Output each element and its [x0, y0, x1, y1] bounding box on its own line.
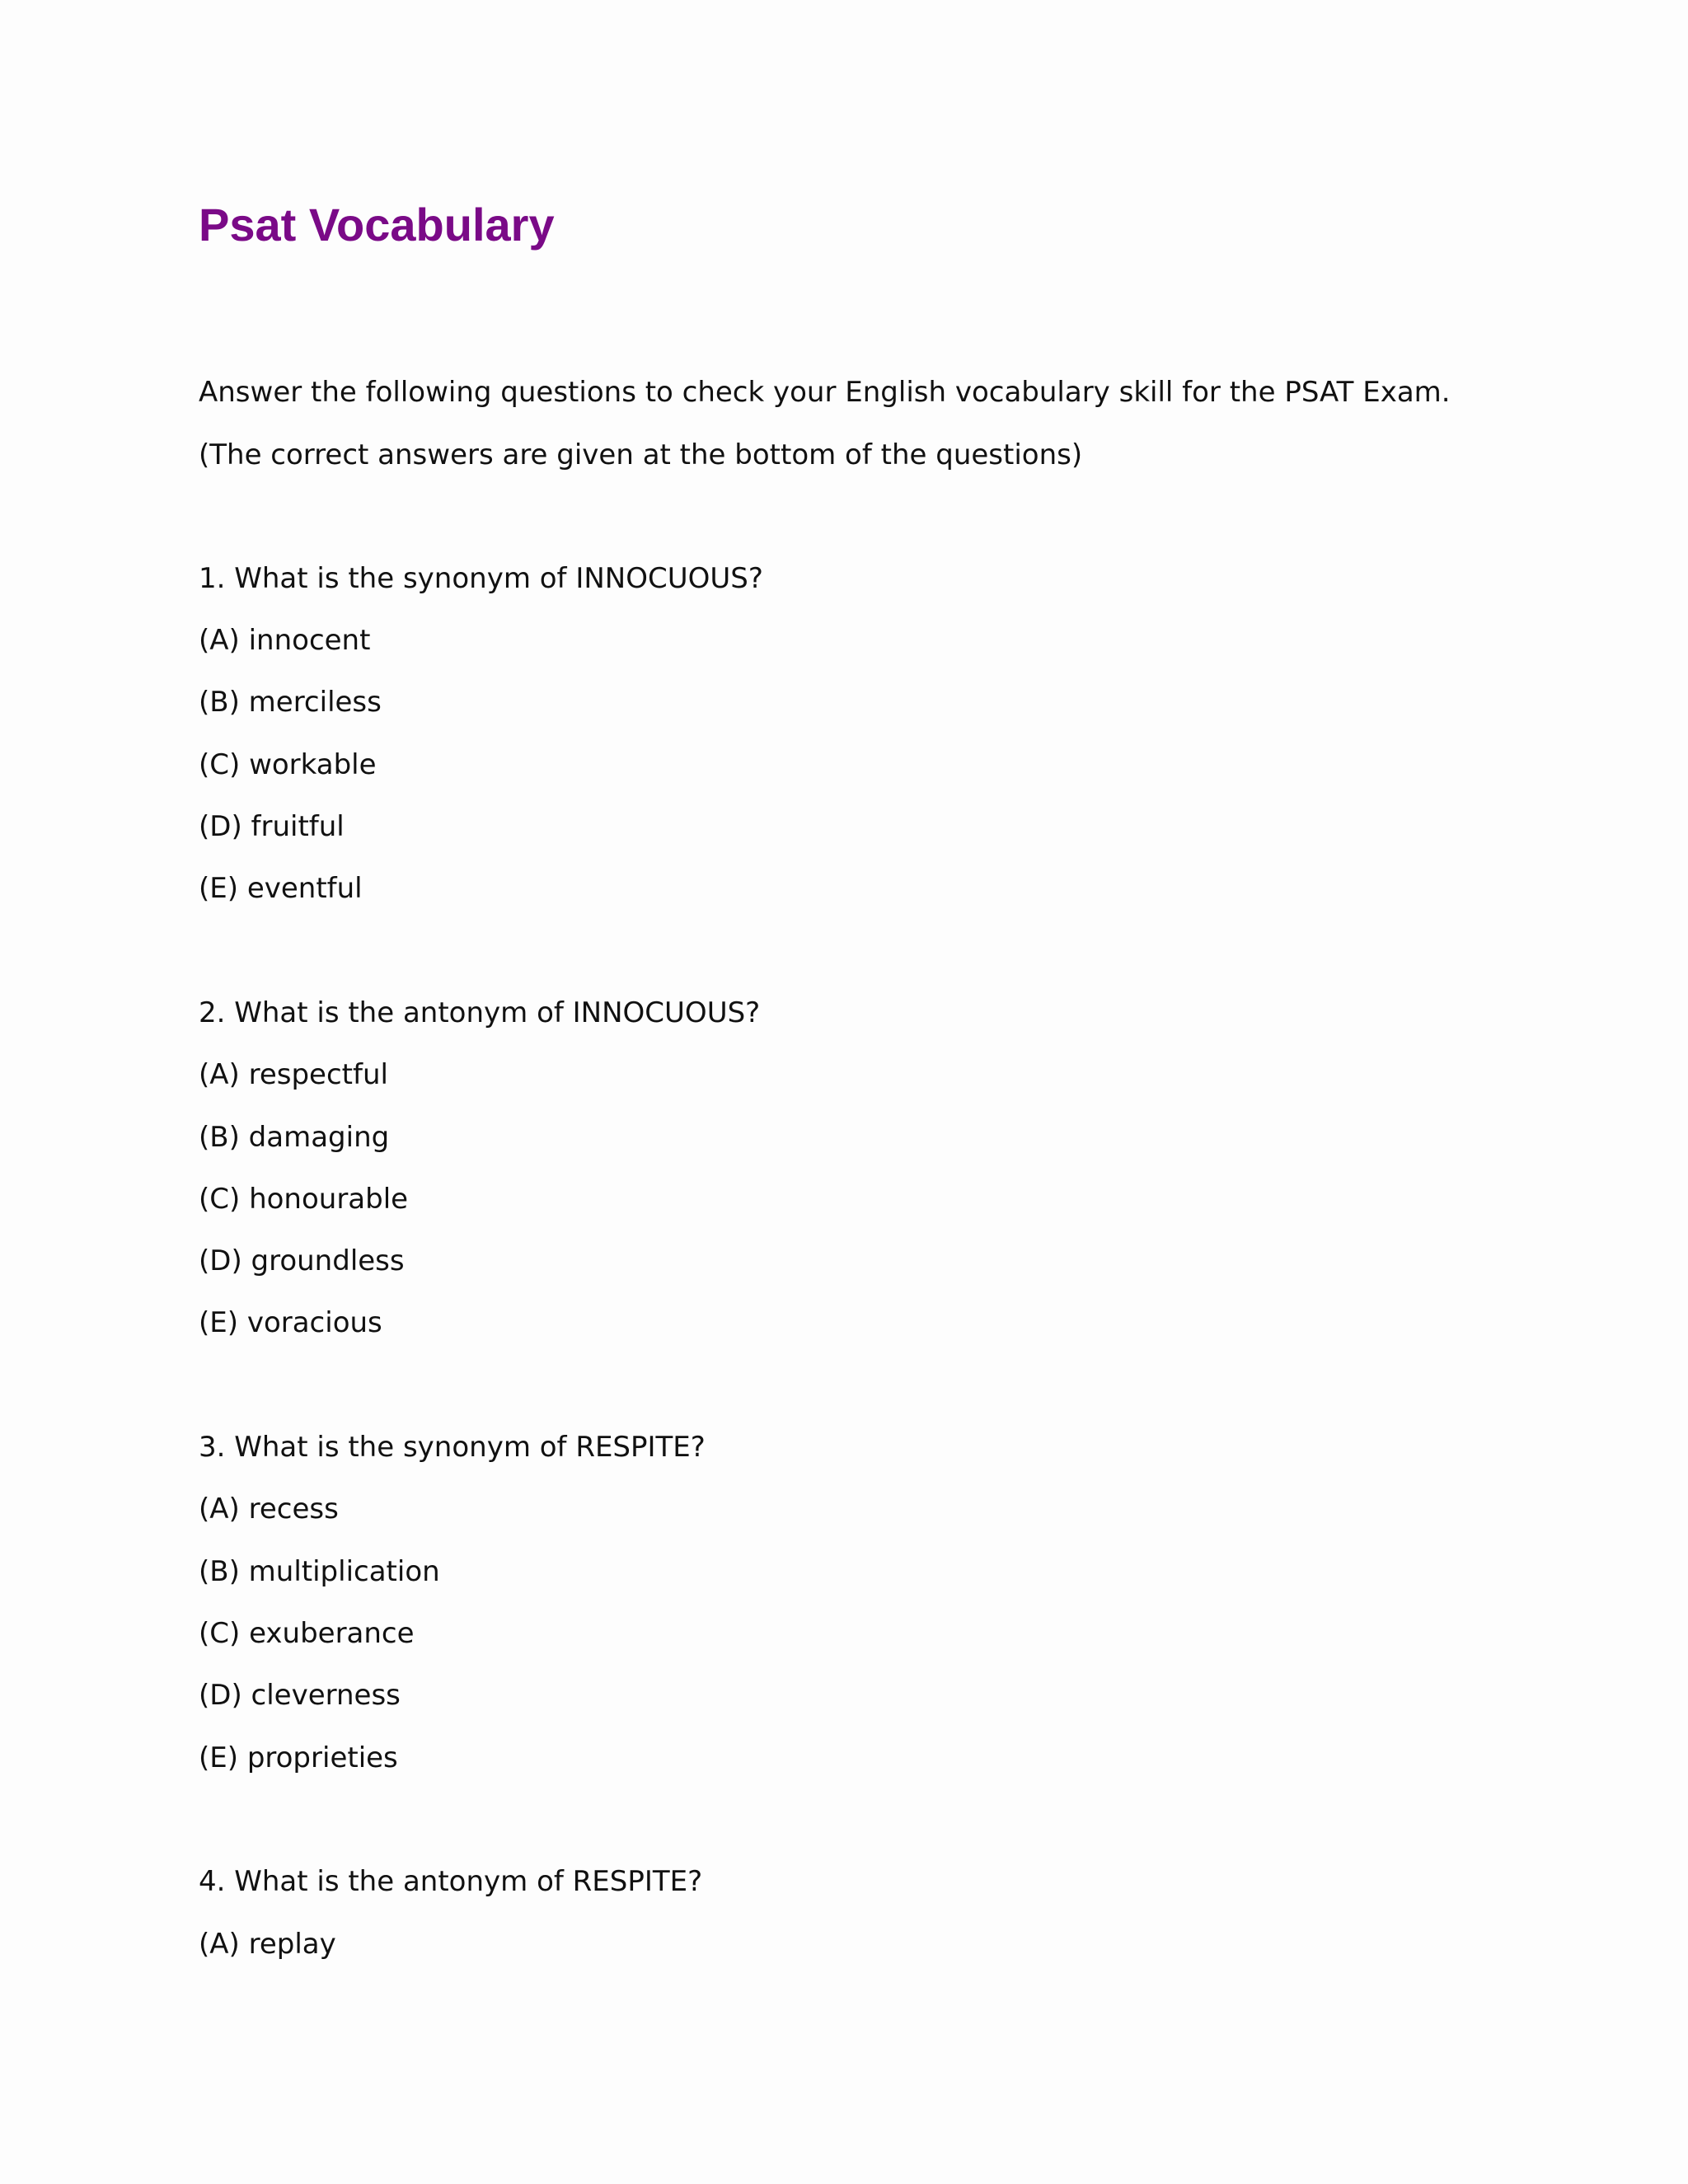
intro-instruction: Answer the following questions to check your English vocabulary skill for the PSAT Exam. [199, 376, 1451, 409]
question-1-option-a: (A) innocent [199, 624, 371, 657]
question-4-option-a: (A) replay [199, 1928, 336, 1961]
question-1-option-e: (E) eventful [199, 872, 363, 905]
question-3: 3. What is the synonym of RESPITE? [199, 1431, 706, 1464]
question-2-option-c: (C) honourable [199, 1183, 409, 1216]
question-3-option-d: (D) cleverness [199, 1679, 401, 1712]
question-2-option-a: (A) respectful [199, 1058, 388, 1091]
question-1: 1. What is the synonym of INNOCUOUS? [199, 562, 763, 595]
question-3-option-c: (C) exuberance [199, 1617, 415, 1650]
page-title: Psat Vocabulary [199, 199, 555, 251]
intro-note: (The correct answers are given at the bottom of the questions) [199, 438, 1083, 471]
question-1-option-c: (C) workable [199, 748, 377, 781]
question-1-option-b: (B) merciless [199, 686, 382, 719]
question-1-option-d: (D) fruitful [199, 810, 345, 843]
question-3-option-b: (B) multiplication [199, 1555, 440, 1588]
question-4: 4. What is the antonym of RESPITE? [199, 1865, 703, 1898]
question-3-option-a: (A) recess [199, 1493, 339, 1526]
question-2: 2. What is the antonym of INNOCUOUS? [199, 996, 761, 1029]
question-2-option-d: (D) groundless [199, 1244, 405, 1277]
question-2-option-b: (B) damaging [199, 1121, 390, 1154]
question-2-option-e: (E) voracious [199, 1306, 382, 1339]
question-3-option-e: (E) proprieties [199, 1741, 398, 1774]
